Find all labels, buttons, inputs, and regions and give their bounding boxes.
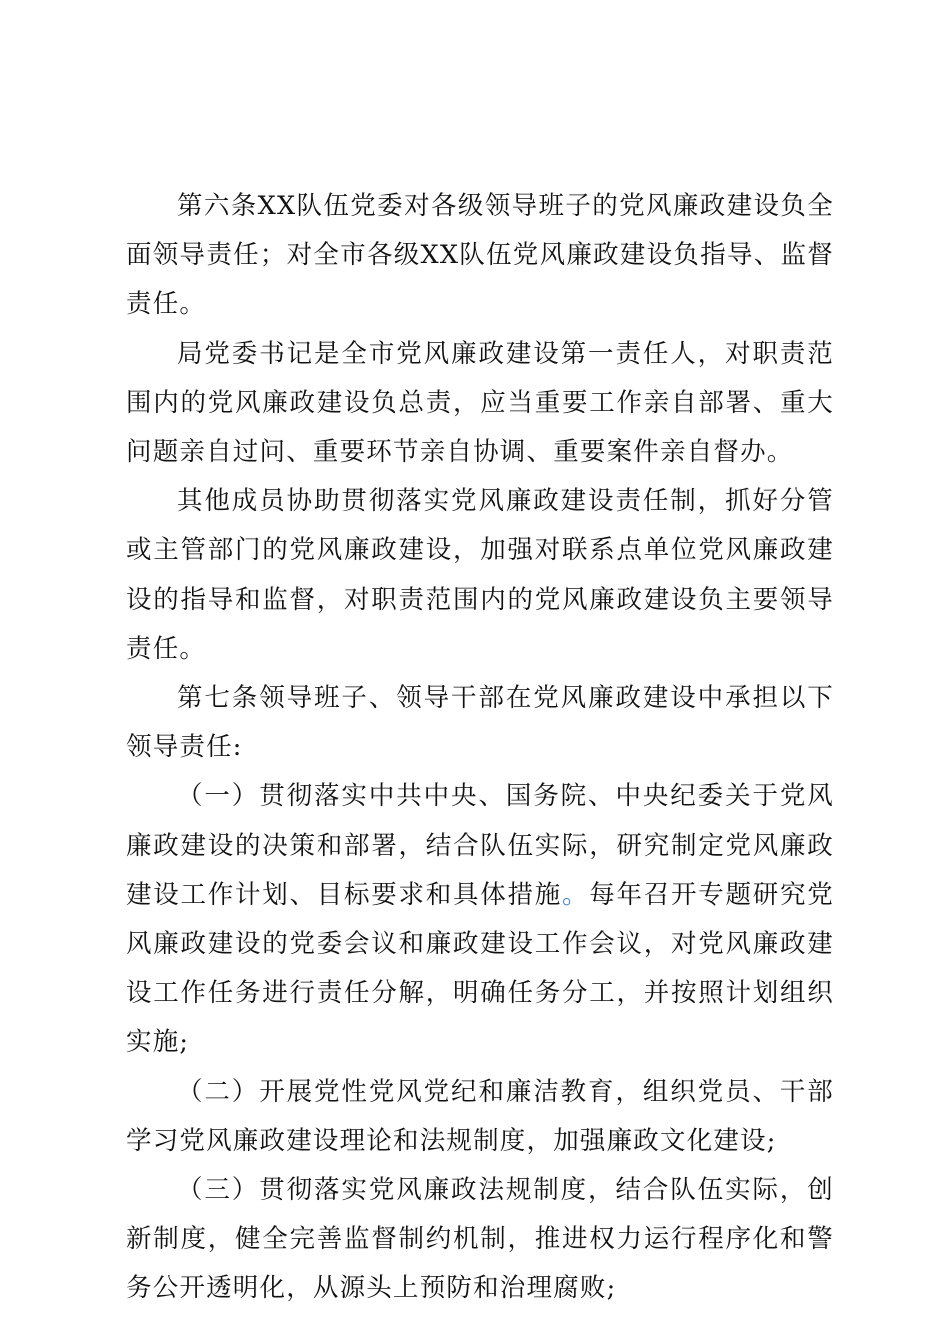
paragraph-item-1 bbox=[126, 772, 834, 1067]
paragraph-item-3: （三）贯彻落实党风廉政法规制度，结合队伍实际，创新制度，健全完善监督制约机制，推进权力运行程序化和警务公开透明化，从源头上预防和治理腐败; bbox=[126, 1175, 834, 1304]
item-1-accent-mark: 。 bbox=[562, 879, 590, 910]
document-body bbox=[126, 182, 834, 1314]
item-1-tail: 每年召开专题研究党风廉政建设的党委会议和廉政建设工作会议，对党风廉政建设工作任务进行责任分解，明确任务分工，并按照计划组织实施; bbox=[126, 879, 835, 1058]
paragraph-article-7: 第七条领导班子、领导干部在党风廉政建设中承担以下领导责任: bbox=[126, 683, 834, 763]
item-1-text: （一）贯彻落实中共中央、国务院、中央纪委关于党风廉政建设的决策和部署，结合队伍实际，研究制定党风廉政建设工作计划、目标要求和具体措施 bbox=[126, 781, 834, 910]
paragraph-item-2: （二）开展党性党风党纪和廉洁教育，组织党员、干部学习党风廉政建设理论和法规制度，加强廉政文化建设; bbox=[126, 1076, 834, 1156]
paragraph-members-responsibility: 其他成员协助贯彻落实党风廉政建设责任制，抓好分管或主管部门的党风廉政建设，加强对联系点单位党风廉政建设的指导和监督，对职责范围内的党风廉政建设负主要领导责任。 bbox=[126, 486, 834, 664]
paragraph-secretary-responsibility: 局党委书记是全市党风廉政建设第一责任人，对职责范围内的党风廉政建设负总责，应当重要工作亲自部署、重大问题亲自过问、重要环节亲自协调、重要案件亲自督办。 bbox=[126, 338, 834, 468]
paragraph-article-6: 第六条XX队伍党委对各级领导班子的党风廉政建设负全面领导责任；对全市各级XX队伍党风廉政建设负指导、监督责任。 bbox=[126, 191, 834, 320]
